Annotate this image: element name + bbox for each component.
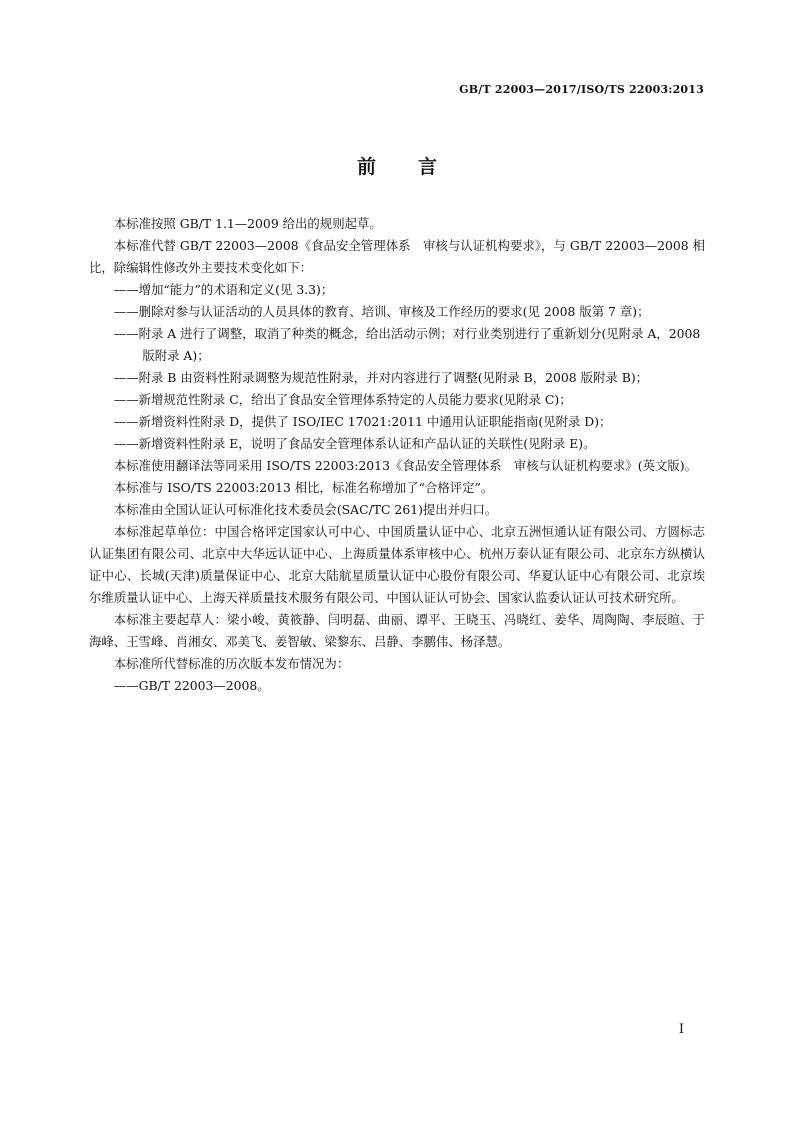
paragraph: 本标准代替 GB/T 22003—2008《食品安全管理体系 审核与认证机构要求》，与 GB/T 22003—2008 相比，除编辑性修改外主要技术变化如下： <box>89 238 705 275</box>
change-item: ——附录 B 由资料性附录调整为规范性附录，并对内容进行了调整(见附录 B，2008 版附录 B)； <box>113 370 649 385</box>
page-number: I <box>678 1022 684 1037</box>
paragraph: 本标准与 ISO/TS 22003:2013 相比，标准名称增加了“合格评定”。 <box>113 480 494 495</box>
drafting-units: 本标准起草单位：中国合格评定国家认可中心、中国质量认证中心、北京五洲恒通认证有限公司、方圆标志认证集团有限公司、北京中大华远认证中心、上海质量体系审核中心、杭州万泰认证有限公司、北京东方纵横认证中心、长城(天津)质量保证中心、北京大陆航星质量认证中心股份有限公司、华夏认证中心有限公司、北京埃尔维质量认证中心、上海天祥质量技术服务有限公司、中国认证认可协会、国家认监委认证认可技术研究所。 <box>89 524 705 605</box>
paragraph: 本标准所代替标准的历次版本发布情况为： <box>113 656 350 671</box>
drafters: 本标准主要起草人：梁小峻、黄筱静、闫明磊、曲丽、谭平、王晓玉、冯晓红、姜华、周陶陶、李辰暄、于海峰、王雪峰、肖湘女、邓美飞、姜智敏、梁黎东、吕静、李鹏伟、杨泽慧。 <box>89 612 705 649</box>
change-item: ——新增资料性附录 E，说明了食品安全管理体系认证和产品认证的关联性(见附录 E)。 <box>113 436 596 451</box>
change-item: ——增加“能力”的术语和定义(见 3.3)； <box>113 282 334 297</box>
change-item: ——新增规范性附录 C，给出了食品安全管理体系特定的人员能力要求(见附录 C)； <box>113 392 572 407</box>
page-title: 前言 <box>356 156 479 178</box>
paragraph: 本标准使用翻译法等同采用 ISO/TS 22003:2013《食品安全管理体系 审核与认证机构要求》(英文版)。 <box>113 458 697 473</box>
paragraph: 本标准按照 GB/T 1.1—2009 给出的规则起草。 <box>113 216 382 231</box>
change-item: ——新增资料性附录 D，提供了 ISO/IEC 17021:2011 中通用认证职能指南(见附录 D)； <box>113 414 612 429</box>
foreword-body <box>89 213 705 697</box>
change-item: ——附录 A 进行了调整，取消了种类的概念，给出活动示例；对行业类别进行了重新划分(见附录 A，2008 版附录 A)； <box>113 326 701 363</box>
paragraph: 本标准由全国认证认可标准化技术委员会(SAC/TC 261)提出并归口。 <box>113 502 498 517</box>
history-item: ——GB/T 22003—2008。 <box>113 678 270 693</box>
standard-code-header: GB/T 22003—2017/ISO/TS 22003:2013 <box>459 83 704 96</box>
change-item: ——删除对参与认证活动的人员具体的教育、培训、审核及工作经历的要求(见 2008 版第 7 章)； <box>113 304 650 319</box>
